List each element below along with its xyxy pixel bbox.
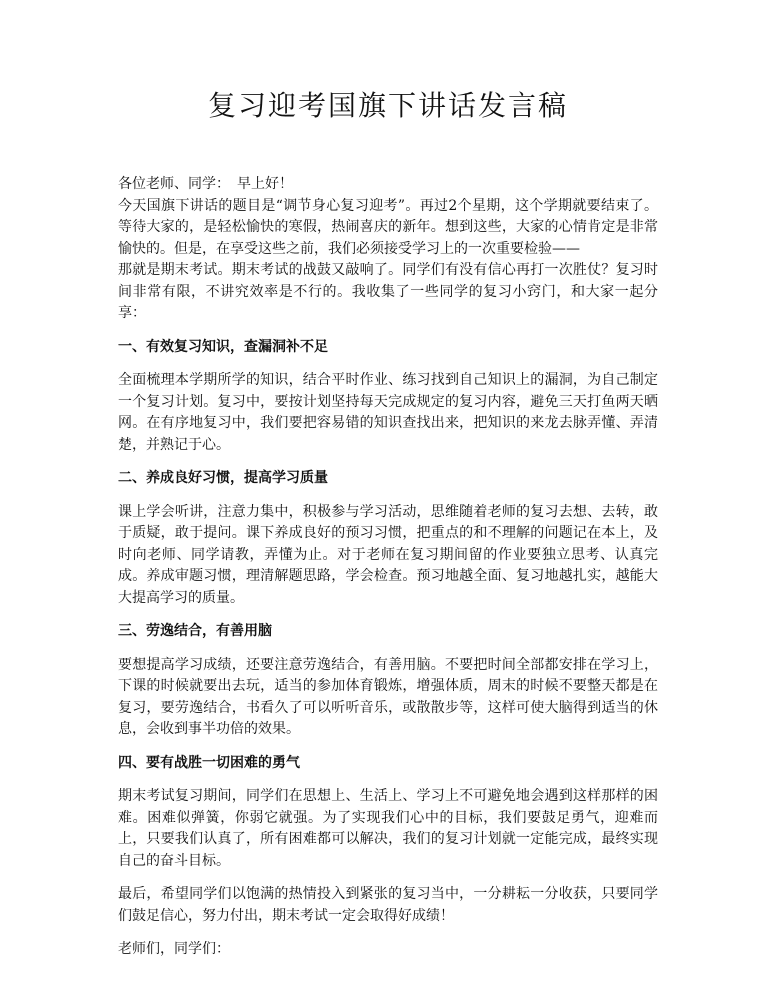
section-heading-2: 二、养成良好习惯，提高学习质量 bbox=[118, 470, 328, 486]
closing-paragraph: 最后，希望同学们以饱满的热情投入到紧张的复习当中，一分耕耘一分收获，只要同学们鼓足信心，努力付出，期末考试一定会取得好成绩！ bbox=[118, 886, 658, 924]
document-body bbox=[118, 174, 658, 961]
closing-address: 老师们，同学们： bbox=[118, 941, 230, 957]
section-text-1: 全面梳理本学期所学的知识，结合平时作业、练习找到自己知识上的漏洞，为自己制定一个复习计划。复习中，要按计划坚持每天完成规定的复习内容，避免三天打鱼两天晒网。在有序地复习中，我们要把容易错的知识查找出来，把知识的来龙去脉弄懂、弄清楚，并熟记于心。 bbox=[118, 372, 658, 453]
intro-paragraph: 今天国旗下讲话的题目是“调节身心复习迎考”。再过2个星期，这个学期就要结束了。等待大家的，是轻松愉快的寒假，热闹喜庆的新年。想到这些，大家的心情肯定是非常愉快的。但是，在享受这些之前，我们必须接受学习上的一次重要检验—— bbox=[118, 197, 658, 257]
section-heading-1: 一、有效复习知识，查漏洞补不足 bbox=[118, 338, 328, 355]
section-text-2: 课上学会听讲，注意力集中，积极参与学习活动，思维随着老师的复习去想、去转，敢于质疑，敢于提问。课下养成良好的预习习惯，把重点的和不理解的问题记在本上，及时向老师、同学请教，弄懂为止。对于老师在复习期间留的作业要独立思考、认真完成。养成审题习惯，理清解题思路，学会检查。预习地越全面、复习地越扎实，越能大大提高学习的质量。 bbox=[118, 503, 658, 606]
section-heading-4: 四、要有战胜一切困难的勇气 bbox=[118, 754, 300, 771]
section-heading-3: 三、劳逸结合，有善用脑 bbox=[118, 623, 272, 639]
section-text-3: 要想提高学习成绩，还要注意劳逸结合，有善用脑。不要把时间全部都安排在学习上，下课的时候就要出去玩，适当的参加体育锻炼，增强体质，周末的时候不要整天都是在复习，要劳逸结合，书看久了可以听听音乐，或散散步等，这样可使大脑得到适当的休息，会收到事半功倍的效果。 bbox=[118, 656, 658, 737]
intro-paragraph-2: 那就是期末考试。期末考试的战鼓又敲响了。同学们有没有信心再打一次胜仗？复习时间非常有限，不讲究效率是不行的。我收集了一些同学的复习小窍门，和大家一起分享： bbox=[118, 262, 658, 321]
section-text-4: 期末考试复习期间，同学们在思想上、生活上、学习上不可避免地会遇到这样那样的困难。困难似弹簧，你弱它就强。为了实现我们心中的目标，我们要鼓足勇气，迎难而上，只要我们认真了，所有困难都可以解决，我们的复习计划就一定能完成，最终实现自己的奋斗目标。 bbox=[118, 788, 658, 869]
greeting-paragraph: 各位老师、同学： 早上好！ bbox=[118, 176, 293, 192]
document-title: 复习迎考国旗下讲话发言稿 bbox=[207, 89, 568, 122]
